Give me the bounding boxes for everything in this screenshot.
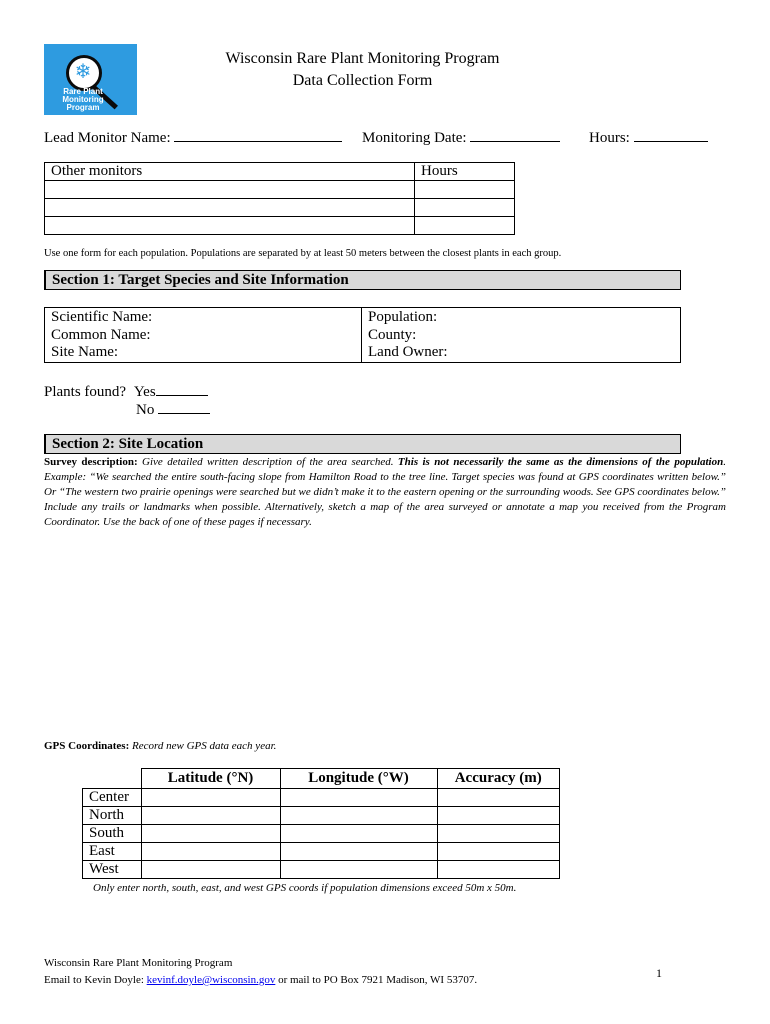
site-name-field[interactable]: Site Name: [51, 344, 119, 360]
gps-row-label: South [83, 825, 142, 843]
monitor-hours-cell[interactable] [415, 199, 515, 217]
longitude-cell[interactable] [280, 861, 437, 879]
longitude-cell[interactable] [280, 807, 437, 825]
latitude-cell[interactable] [141, 843, 280, 861]
section-1-header: Section 1: Target Species and Site Information [44, 270, 681, 290]
footer-program: Wisconsin Rare Plant Monitoring Program [44, 957, 233, 969]
monitoring-date-field[interactable]: Monitoring Date: [362, 128, 560, 147]
longitude-cell[interactable] [280, 825, 437, 843]
monitors-hours-header: Hours [415, 163, 515, 181]
longitude-cell[interactable] [280, 789, 437, 807]
lead-monitor-blank[interactable] [174, 128, 342, 142]
accuracy-cell[interactable] [437, 861, 560, 879]
survey-description: Survey description: Give detailed written description of the area searched. This is not necessarily the same as the dimensions of the population. Example: “We searched the entire south-facing slope from Hamilton Road to the tree line. Target species was found at GPS coordinates written below.” Or “The western two prairie openings were searched but we didn’t make it to the eastern opening or the surrounding woods. See GPS coordinates below.” Include any trails or landmarks when possible. Alternatively, sketch a map of the area surveyed or annotate a map you received from the Program Coordinator. Use the back of one of these pages if necessary. [44, 456, 726, 528]
column-divider [361, 308, 362, 362]
plants-found-no-blank[interactable] [158, 400, 210, 414]
hours-field[interactable]: Hours: [589, 128, 708, 147]
monitor-name-cell[interactable] [45, 217, 415, 235]
footer [44, 955, 477, 989]
gps-table [82, 768, 560, 879]
gps-footnote: Only enter north, south, east, and west GPS coords if population dimensions exceed 50m x 50m. [93, 882, 517, 894]
population-note: Use one form for each population. Populations are separated by at least 50 meters between the closest plants in each group. [44, 248, 562, 259]
lead-monitor-field[interactable]: Lead Monitor Name: [44, 128, 342, 147]
title-line-1: Wisconsin Rare Plant Monitoring Program [225, 50, 500, 67]
gps-label: GPS Coordinates: Record new GPS data each year. [44, 740, 277, 752]
page-number: 1 [656, 966, 662, 980]
other-monitors-table [44, 162, 515, 235]
scientific-name-field[interactable]: Scientific Name: [51, 309, 153, 325]
gps-row-label: West [83, 861, 142, 879]
logo-caption: Rare Plant Monitoring Program [62, 87, 104, 112]
latitude-header: Latitude (°N) [141, 769, 280, 789]
accuracy-cell[interactable] [437, 825, 560, 843]
accuracy-cell[interactable] [437, 807, 560, 825]
gps-row-label: East [83, 843, 142, 861]
accuracy-header: Accuracy (m) [437, 769, 560, 789]
monitor-name-cell[interactable] [45, 199, 415, 217]
population-field[interactable]: Population: [368, 309, 438, 325]
other-monitors-header: Other monitors [45, 163, 415, 181]
species-right-column [368, 309, 448, 362]
program-logo [44, 44, 137, 115]
plants-found-yes-blank[interactable] [156, 382, 208, 396]
county-field[interactable]: County: [368, 326, 417, 343]
footer-contact: Email to Kevin Doyle: kevinf.doyle@wisconsin.gov or mail to PO Box 7921 Madison, WI 53707. [44, 974, 478, 986]
plants-found-question: Plants found? Yes [44, 382, 208, 401]
longitude-cell[interactable] [280, 843, 437, 861]
monitoring-date-blank[interactable] [470, 128, 560, 142]
species-info-box [44, 307, 681, 363]
common-name-field[interactable]: Common Name: [51, 326, 151, 343]
email-link[interactable]: kevinf.doyle@wisconsin.gov [146, 974, 276, 986]
gps-row-label: North [83, 807, 142, 825]
section-2-header: Section 2: Site Location [44, 434, 681, 454]
latitude-cell[interactable] [141, 807, 280, 825]
monitor-hours-cell[interactable] [415, 181, 515, 199]
latitude-cell[interactable] [141, 789, 280, 807]
monitor-hours-cell[interactable] [415, 217, 515, 235]
hours-blank[interactable] [634, 128, 708, 142]
monitor-name-cell[interactable] [45, 181, 415, 199]
accuracy-cell[interactable] [437, 789, 560, 807]
accuracy-cell[interactable] [437, 843, 560, 861]
plants-found-no: No [136, 400, 210, 419]
gps-corner-cell [83, 769, 142, 789]
longitude-header: Longitude (°W) [280, 769, 437, 789]
snowflake-icon: ❄ [74, 59, 92, 83]
page-title [160, 48, 565, 92]
land-owner-field[interactable]: Land Owner: [368, 344, 448, 360]
species-left-column [51, 309, 152, 362]
latitude-cell[interactable] [141, 861, 280, 879]
title-line-2: Data Collection Form [292, 72, 433, 89]
gps-row-label: Center [83, 789, 142, 807]
survey-writing-area[interactable] [44, 535, 726, 730]
latitude-cell[interactable] [141, 825, 280, 843]
